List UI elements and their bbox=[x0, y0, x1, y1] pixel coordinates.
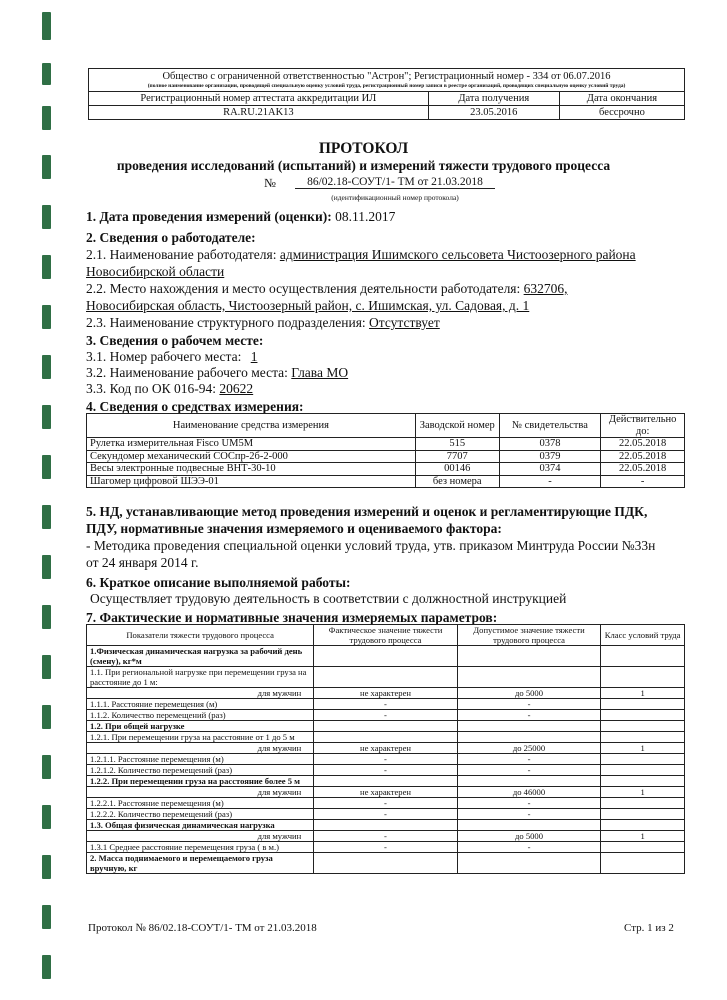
table-cell: - bbox=[314, 831, 458, 842]
table-cell bbox=[601, 765, 685, 776]
table-cell: Весы электронные подвесные ВНТ-30-10 bbox=[87, 463, 416, 476]
organization-cell bbox=[89, 69, 685, 92]
table-row bbox=[87, 820, 685, 831]
table-header-cell: Наименование средства измерения bbox=[87, 414, 416, 438]
table-cell: 1.1.2. Количество перемещений (раз) bbox=[87, 710, 314, 721]
table-cell: 1.2.1. При перемещении груза на расстояние от 1 до 5 м bbox=[87, 732, 314, 743]
table-row bbox=[87, 809, 685, 820]
reg-number-value: RA.RU.21AK13 bbox=[89, 106, 429, 120]
table-cell: 0378 bbox=[499, 438, 601, 451]
table-cell bbox=[457, 646, 601, 667]
table-cell: - bbox=[457, 798, 601, 809]
received-date-header: Дата получения bbox=[428, 92, 559, 106]
protocol-subtitle: проведения исследований (испытаний) и измерений тяжести трудового процесса bbox=[116, 158, 611, 173]
table-cell: - bbox=[314, 765, 458, 776]
table-cell bbox=[457, 732, 601, 743]
table-row bbox=[87, 646, 685, 667]
table-cell: 2. Масса поднимаемого и перемещаемого груза вручную, кг bbox=[87, 853, 314, 874]
table-row bbox=[87, 831, 685, 842]
table-cell: - bbox=[499, 475, 601, 488]
table-cell: 1 bbox=[601, 831, 685, 842]
table-cell bbox=[457, 667, 601, 688]
table-cell: не характерен bbox=[314, 743, 458, 754]
employer-name-value-cont: Новосибирской области bbox=[86, 264, 225, 279]
table-cell bbox=[314, 820, 458, 831]
table-cell bbox=[601, 842, 685, 853]
table-cell bbox=[314, 732, 458, 743]
organization-line: Общество с ограниченной ответственностью "Астрон"; Регистрационный номер - 334 от 06.07.2016 bbox=[162, 71, 611, 82]
table-row bbox=[87, 688, 685, 699]
section-1 bbox=[86, 208, 395, 225]
section-1-title: 1. Дата проведения измерений (оценки): bbox=[86, 209, 332, 224]
section-3-title: 3. Сведения о рабочем месте: bbox=[86, 333, 264, 348]
workplace-number-line bbox=[86, 348, 263, 365]
table-cell: - bbox=[457, 710, 601, 721]
table-cell bbox=[314, 667, 458, 688]
table-cell bbox=[314, 776, 458, 787]
table-cell: 7707 bbox=[415, 450, 499, 463]
table-cell: 1.2.2. При перемещении груза на расстояние более 5 м bbox=[87, 776, 314, 787]
table-cell: для мужчин bbox=[87, 743, 314, 754]
table-cell: до 5000 bbox=[457, 688, 601, 699]
table-row bbox=[87, 450, 685, 463]
table-cell bbox=[601, 646, 685, 667]
employer-address-line bbox=[86, 280, 568, 297]
table-cell: - bbox=[314, 699, 458, 710]
table-cell bbox=[601, 721, 685, 732]
end-date-value: бессрочно bbox=[559, 106, 684, 120]
table-cell: - bbox=[457, 765, 601, 776]
table-cell: 1.2.1.1. Расстояние перемещения (м) bbox=[87, 754, 314, 765]
employer-address-value: 632706, bbox=[523, 281, 568, 296]
page-number: Стр. 1 из 2 bbox=[624, 922, 674, 934]
table-cell: - bbox=[457, 809, 601, 820]
section-6-title: 6. Краткое описание выполняемой работы: bbox=[86, 575, 351, 590]
protocol-number-note: (идентификационный номер протокола) bbox=[331, 193, 459, 202]
ok-code-line bbox=[86, 380, 253, 397]
table-cell: - bbox=[314, 809, 458, 820]
table-row bbox=[87, 475, 685, 488]
table-row bbox=[87, 463, 685, 476]
employer-name-label: 2.1. Наименование работодателя: bbox=[86, 247, 277, 262]
table-cell bbox=[601, 732, 685, 743]
table-cell: для мужчин bbox=[87, 831, 314, 842]
section-6-text: Осуществляет трудовую деятельность в соответствии с должностной инструкцией bbox=[90, 591, 567, 606]
table-cell: 1.1. При региональной нагрузке при перемещении груза на расстояние до 1 м: bbox=[87, 667, 314, 688]
table-cell: для мужчин bbox=[87, 787, 314, 798]
table-cell bbox=[601, 820, 685, 831]
table-cell bbox=[601, 809, 685, 820]
table-cell: 1.2.1.2. Количество перемещений (раз) bbox=[87, 765, 314, 776]
table-cell: - bbox=[457, 842, 601, 853]
table-cell: - bbox=[314, 754, 458, 765]
table-cell bbox=[457, 820, 601, 831]
table-cell: - bbox=[457, 754, 601, 765]
reg-number-header: Регистрационный номер аттестата аккредитации ИЛ bbox=[89, 92, 429, 106]
table-row bbox=[87, 699, 685, 710]
table-cell: без номера bbox=[415, 475, 499, 488]
section-4-title: 4. Сведения о средствах измерения: bbox=[86, 399, 304, 414]
section-2-title: 2. Сведения о работодателе: bbox=[86, 230, 256, 245]
employer-address-label: 2.2. Место нахождения и место осуществления деятельности работодателя: bbox=[86, 281, 521, 296]
footer-protocol-number: Протокол № 86/02.18-СОУТ/1- ТМ от 21.03.2018 bbox=[88, 922, 317, 934]
table-cell: - bbox=[457, 699, 601, 710]
table-header-cell: Показатели тяжести трудового процесса bbox=[87, 625, 314, 646]
table-cell bbox=[601, 667, 685, 688]
table-cell: до 25000 bbox=[457, 743, 601, 754]
table-row bbox=[87, 743, 685, 754]
table-cell bbox=[314, 646, 458, 667]
table-cell: не характерен bbox=[314, 787, 458, 798]
table-cell: не характерен bbox=[314, 688, 458, 699]
table-cell: 1.Физическая динамическая нагрузка за рабочий день (смену), кг*м bbox=[87, 646, 314, 667]
table-row bbox=[87, 765, 685, 776]
protocol-title: ПРОТОКОЛ bbox=[318, 140, 409, 157]
table-row bbox=[87, 853, 685, 874]
workplace-number-value: 1 bbox=[250, 349, 258, 364]
table-header-cell: Класс условий труда bbox=[601, 625, 685, 646]
organization-header-table bbox=[88, 68, 685, 120]
table-row bbox=[87, 710, 685, 721]
table-cell: - bbox=[314, 710, 458, 721]
table-row bbox=[87, 732, 685, 743]
table-cell bbox=[457, 776, 601, 787]
protocol-number: 86/02.18-СОУТ/1- ТМ от 21.03.2018 bbox=[295, 176, 495, 189]
table-cell: для мужчин bbox=[87, 688, 314, 699]
table-cell: 22.05.2018 bbox=[601, 463, 685, 476]
table-cell bbox=[457, 721, 601, 732]
department-line bbox=[86, 314, 440, 331]
table-cell: 1 bbox=[601, 743, 685, 754]
ok-code-label: 3.3. Код по ОК 016-94: bbox=[86, 381, 217, 396]
section-5-title-a: 5. НД, устанавливающие метод проведения измерений и оценок и регламентирующие ПДК, bbox=[86, 504, 648, 519]
table-header-cell: Допустимое значение тяжести трудового процесса bbox=[457, 625, 601, 646]
employer-address-value-cont: Новосибирская область, Чистоозерный район, с. Ишимская, ул. Садовая, д. 1 bbox=[86, 298, 530, 313]
table-cell: 1 bbox=[601, 688, 685, 699]
workplace-number-label: 3.1. Номер рабочего места: bbox=[86, 349, 242, 364]
table-cell: до 5000 bbox=[457, 831, 601, 842]
section-5-text-b: от 24 января 2014 г. bbox=[86, 555, 199, 570]
protocol-number-label: № bbox=[264, 176, 276, 190]
section-7-title: 7. Фактические и нормативные значения измеряемых параметров: bbox=[86, 610, 498, 625]
table-cell: Рулетка измерительная Fisco UM5M bbox=[87, 438, 416, 451]
table-cell: 0374 bbox=[499, 463, 601, 476]
received-date-value: 23.05.2016 bbox=[428, 106, 559, 120]
ok-code-value: 20622 bbox=[219, 381, 254, 396]
table-cell bbox=[601, 754, 685, 765]
measurement-date: 08.11.2017 bbox=[335, 209, 396, 224]
employer-name-line bbox=[86, 246, 636, 263]
table-header-cell: Фактическое значение тяжести трудового процесса bbox=[314, 625, 458, 646]
table-cell bbox=[601, 710, 685, 721]
table-cell: 1 bbox=[601, 787, 685, 798]
table-cell: 1.2. При общей нагрузке bbox=[87, 721, 314, 732]
table-cell: 1.1.1. Расстояние перемещения (м) bbox=[87, 699, 314, 710]
table-row bbox=[87, 667, 685, 688]
table-cell bbox=[601, 853, 685, 874]
table-cell: 1.2.2.1. Расстояние перемещения (м) bbox=[87, 798, 314, 809]
table-row bbox=[87, 842, 685, 853]
table-cell bbox=[314, 853, 458, 874]
table-cell: 1.3. Общая физическая динамическая нагрузка bbox=[87, 820, 314, 831]
table-cell: - bbox=[601, 475, 685, 488]
department-value: Отсутствует bbox=[369, 315, 440, 330]
table-cell: 22.05.2018 bbox=[601, 450, 685, 463]
employer-name-value: администрация Ишимского сельсовета Чистоозерного района bbox=[279, 247, 636, 262]
table-cell: 1.3.1 Среднее расстояние перемещения груза ( в м.) bbox=[87, 842, 314, 853]
table-row bbox=[87, 754, 685, 765]
table-cell: 1.2.2.2. Количество перемещений (раз) bbox=[87, 809, 314, 820]
table-row bbox=[87, 776, 685, 787]
table-row bbox=[87, 787, 685, 798]
table-cell: Шагомер цифровой ШЭЭ-01 bbox=[87, 475, 416, 488]
table-header-cell: № свидетельства bbox=[499, 414, 601, 438]
workplace-name-label: 3.2. Наименование рабочего места: bbox=[86, 365, 288, 380]
table-cell: 0379 bbox=[499, 450, 601, 463]
table-row bbox=[87, 798, 685, 809]
table-row bbox=[87, 438, 685, 451]
table-row bbox=[87, 721, 685, 732]
department-label: 2.3. Наименование структурного подразделения: bbox=[86, 315, 366, 330]
table-cell bbox=[601, 798, 685, 809]
table-header-row bbox=[87, 625, 685, 646]
table-header-cell: Действительно до: bbox=[601, 414, 685, 438]
table-cell: - bbox=[314, 842, 458, 853]
table-header-cell: Заводской номер bbox=[415, 414, 499, 438]
table-cell: до 46000 bbox=[457, 787, 601, 798]
measurement-instruments-table bbox=[86, 413, 685, 488]
table-cell: 22.05.2018 bbox=[601, 438, 685, 451]
organization-note: (полное наименование организации, проводящей специальную оценку условий труда, регистрационный номер записи в реестре организаций, проводящих специальную оценку условий труда) bbox=[147, 83, 626, 89]
section-5-title-b: ПДУ, нормативные значения измеряемого и оцениваемого фактора: bbox=[86, 521, 502, 536]
table-cell bbox=[601, 776, 685, 787]
table-cell bbox=[314, 721, 458, 732]
workplace-name-line bbox=[86, 364, 348, 381]
table-cell bbox=[457, 853, 601, 874]
table-cell: 00146 bbox=[415, 463, 499, 476]
work-parameters-table bbox=[86, 624, 685, 874]
end-date-header: Дата окончания bbox=[559, 92, 684, 106]
table-cell: Секундомер механический СОСпр-2б-2-000 bbox=[87, 450, 416, 463]
section-5-text-a: - Методика проведения специальной оценки условий труда, утв. приказом Минтруда России №33н bbox=[86, 538, 656, 553]
table-cell: - bbox=[314, 798, 458, 809]
table-cell bbox=[601, 699, 685, 710]
table-cell: 515 bbox=[415, 438, 499, 451]
table-header-row bbox=[87, 414, 685, 438]
workplace-name-value: Глава МО bbox=[291, 365, 349, 380]
